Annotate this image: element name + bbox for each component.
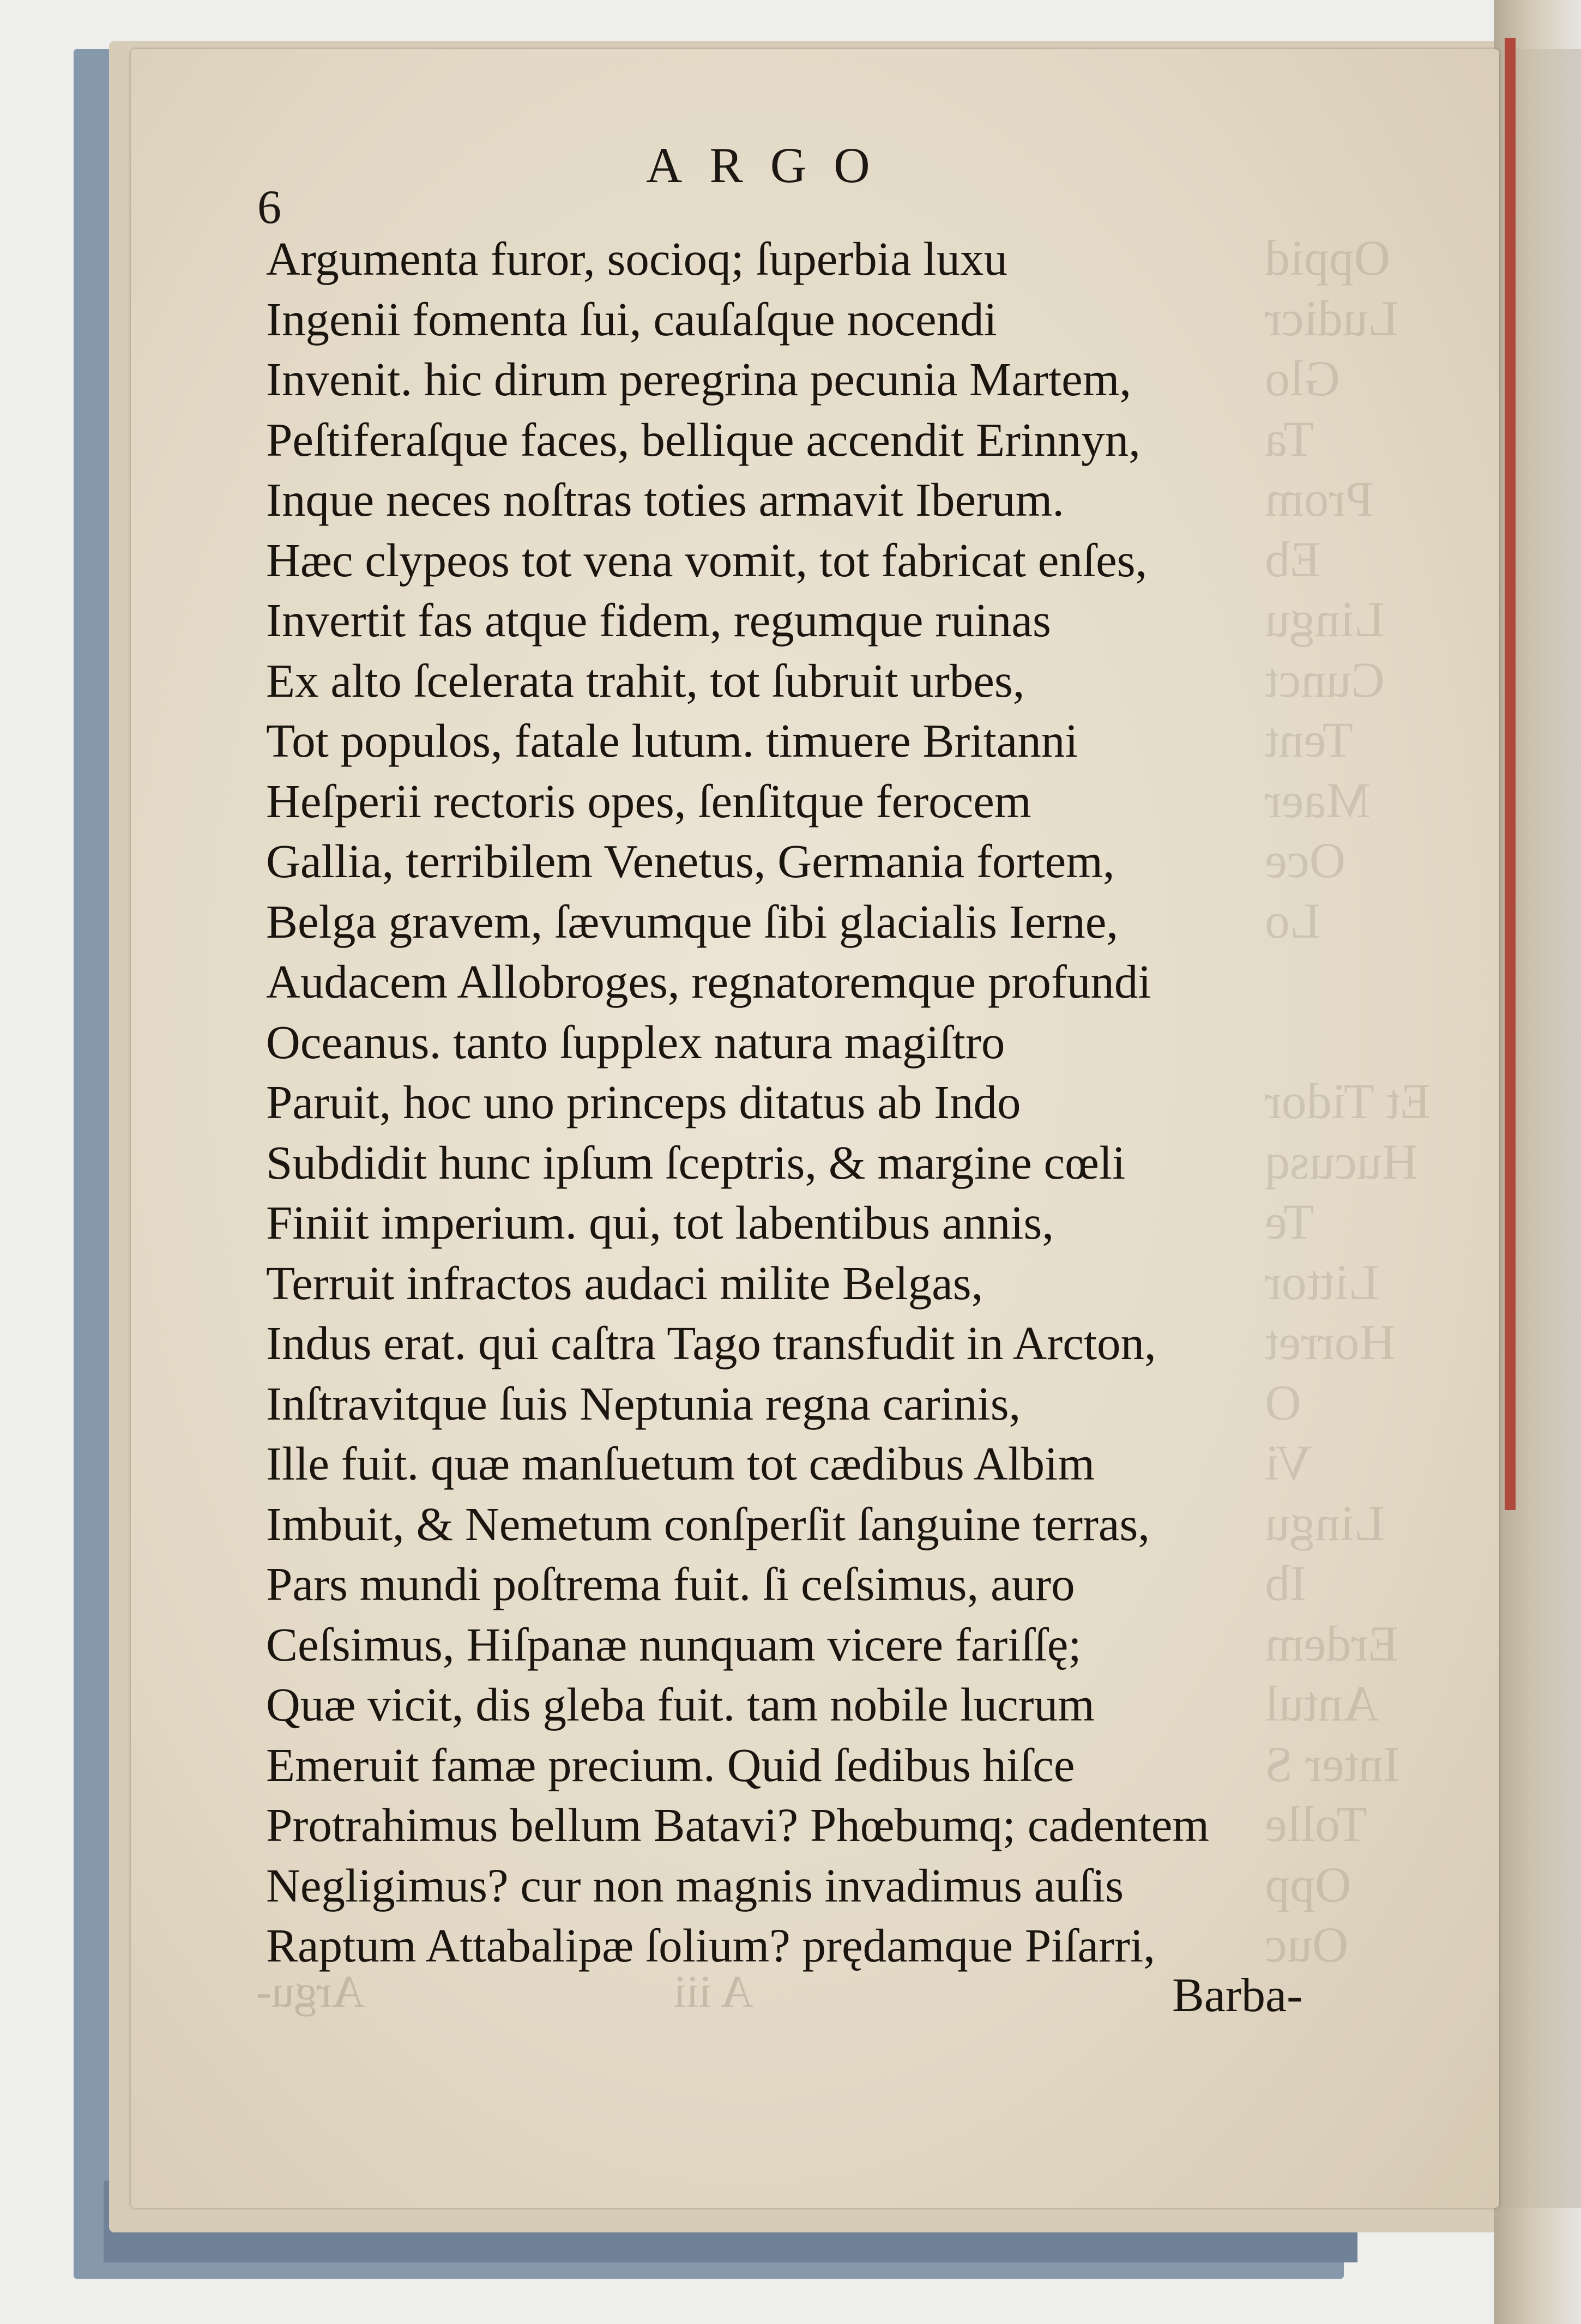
show-through-word: Prom: [1265, 471, 1374, 527]
verse-line: Hæc clypeos tot vena vomit, tot fabricat enſes,: [266, 533, 1148, 587]
verse-line: Subdidit hunc ipſum ſceptris, & margine cœli: [266, 1136, 1126, 1189]
show-through-word: Horret: [1265, 1314, 1396, 1370]
catchword: Barba-: [1172, 1969, 1303, 2022]
verse-line: Argumenta furor, socioq; ſuperbia luxu: [266, 232, 1008, 285]
verse-line: Ceſsimus, Hiſpanæ nunquam vicere fariſſę;: [266, 1617, 1082, 1671]
show-through-word: Tent: [1265, 712, 1354, 768]
page-number: 6: [257, 181, 281, 234]
verse-line: Ille fuit. quæ manſuetum tot cædibus Albim: [266, 1437, 1095, 1490]
verse-line: Invenit. hic dirum peregrina pecunia Martem,: [266, 353, 1132, 406]
verse-text: [266, 229, 1209, 1976]
verse-line: Indus erat. qui caſtra Tago transfudit in Arcton,: [266, 1317, 1156, 1369]
verse-line: Peſtiferaſque faces, bellique accendit Erinnyn,: [266, 413, 1141, 466]
show-through-word: Inter S: [1265, 1736, 1400, 1792]
show-through-word: Lingu: [1265, 591, 1385, 647]
verse-line: Raptum Attabalipæ ſolium? prędamque Piſarri,: [266, 1919, 1155, 1972]
show-through-word: Ouc: [1265, 1917, 1349, 1972]
verse-line: Oceanus. tanto ſupplex natura magiſtro: [266, 1015, 1005, 1069]
show-through-word: Et Tidor: [1265, 1073, 1431, 1129]
show-through-word: Opp: [1265, 1856, 1351, 1912]
show-through-word: Erdem: [1265, 1615, 1399, 1671]
verse-line: Finiit imperium. qui, tot labentibus annis,: [266, 1196, 1054, 1249]
verse-line: Audacem Allobroges, regnatoremque profundi: [266, 955, 1151, 1008]
verse-line: Tot populos, fatale lutum. timuere Britanni: [266, 714, 1078, 767]
verse-line: Paruit, hoc uno princeps ditatus ab Indo: [266, 1076, 1021, 1128]
verse-line: Imbuit, & Nemetum conſperſit ſanguine terras,: [266, 1497, 1150, 1550]
show-through-word: Hucusq: [1265, 1133, 1419, 1190]
verse-line: Pars mundi poſtrema fuit. ſi ceſsimus, auro: [266, 1558, 1075, 1610]
show-through-catchword: Argu-: [256, 1966, 365, 2017]
show-through-word: Ib: [1265, 1555, 1307, 1611]
verse-line: Gallia, terribilem Venetus, Germania fortem,: [266, 835, 1115, 888]
running-head: ARGO: [646, 137, 897, 193]
verse-line: Invertit fas atque fidem, regumque ruinas: [266, 594, 1051, 647]
verse-line: Protrahimus bellum Batavi? Phœbumq; cadentem: [266, 1798, 1210, 1851]
show-through-word: O: [1265, 1374, 1301, 1430]
verse-line: Quæ vicit, dis gleba fuit. tam nobile lucrum: [266, 1678, 1095, 1731]
show-through-word: Lingu: [1265, 1495, 1385, 1551]
verse-line: Emeruit famæ precium. Quid ſedibus hiſce: [266, 1738, 1075, 1791]
show-through-word: Vi: [1265, 1435, 1312, 1490]
show-through-word: Cunct: [1265, 651, 1385, 708]
show-through-word: Eb: [1265, 531, 1321, 587]
show-through-word: Ludicr: [1265, 290, 1399, 346]
verse-line: Ex alto ſcelerata trahit, tot ſubruit urbes,: [266, 654, 1025, 707]
show-through-word: Oppid: [1265, 230, 1390, 286]
show-through-word: Oce: [1265, 832, 1346, 888]
verse-line: Belga gravem, ſævumque ſibi glacialis Ierne,: [266, 895, 1119, 948]
show-through-word: Tolle: [1265, 1796, 1367, 1852]
verse-line: Heſperii rectoris opes, ſenſitque ferocem: [266, 774, 1031, 828]
verse-line: Negligimus? cur non magnis invadimus auſis: [266, 1858, 1124, 1912]
show-through-word: Ta: [1265, 411, 1314, 467]
show-through-word: Maer: [1265, 772, 1371, 828]
show-through-word: Littor: [1265, 1254, 1379, 1310]
show-through-word: Lo: [1265, 892, 1321, 949]
show-through-word: Glo: [1265, 351, 1340, 406]
page-gutter-shadow: [1494, 49, 1581, 2208]
show-through-word: Antul: [1265, 1676, 1379, 1731]
verse-line: Ingenii fomenta ſui, cauſaſque nocendi: [266, 292, 997, 346]
verse-line: Terruit infractos audaci milite Belgas,: [266, 1256, 983, 1309]
verse-line: Inſtravitque ſuis Neptunia regna carinis,: [266, 1377, 1021, 1430]
show-through-word: Te: [1265, 1194, 1314, 1249]
show-through-signature: A iii: [673, 1966, 754, 2017]
verse-line: Inque neces noſtras toties armavit Iberum.: [266, 473, 1065, 526]
